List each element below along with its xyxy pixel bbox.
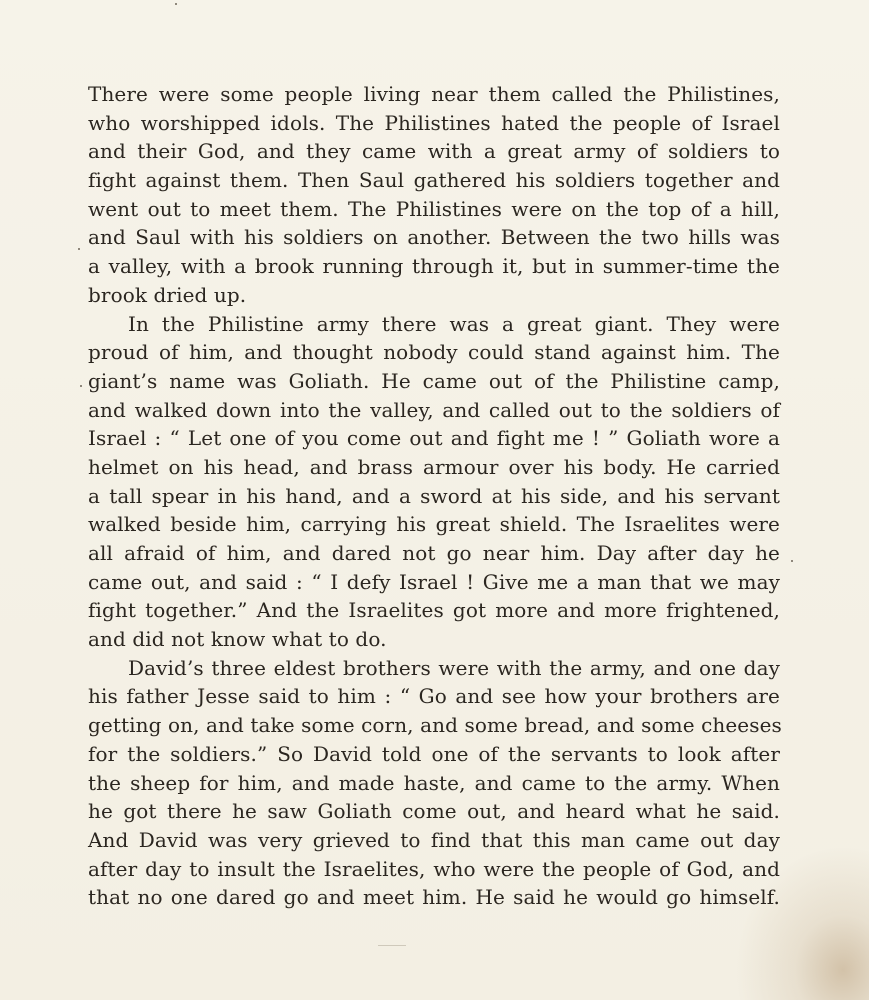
text-line: his father Jesse said to him : “ Go and see how your brothers are bbox=[88, 684, 780, 709]
text-line: giant’s name was Goliath. He came out of the Philistine camp, bbox=[88, 368, 780, 393]
text-line: walked beside him, carrying his great shield. The Israelites were bbox=[88, 512, 780, 537]
text-line: for the soldiers.” So David told one of the servants to look after bbox=[88, 741, 780, 766]
story-text bbox=[88, 80, 780, 912]
text-line: who worshipped idols. The Philistines hated the people of Israel bbox=[88, 110, 780, 135]
text-line: In the Philistine army there was a great giant. They were bbox=[128, 311, 780, 336]
text-line: And David was very grieved to find that this man came out day bbox=[88, 827, 780, 852]
text-line: proud of him, and thought nobody could stand against him. The bbox=[88, 340, 780, 365]
paragraph-1 bbox=[88, 80, 780, 310]
text-line: came out, and said : “ I defy Israel ! Give me a man that we may bbox=[88, 569, 780, 594]
text-line: and walked down into the valley, and called out to the soldiers of bbox=[88, 397, 780, 422]
text-line: David’s three eldest brothers were with the army, and one day bbox=[128, 655, 780, 680]
ink-speck bbox=[80, 385, 82, 387]
paragraph-2 bbox=[88, 310, 780, 654]
text-line: getting on, and take some corn, and some bread, and some cheeses bbox=[88, 713, 782, 738]
ink-speck bbox=[791, 560, 793, 562]
text-line: brook dried up. bbox=[88, 282, 247, 307]
text-line: There were some people living near them called the Philistines, bbox=[88, 82, 780, 106]
text-line: helmet on his head, and brass armour over his body. He carried bbox=[88, 454, 780, 479]
text-line: he got there he saw Goliath come out, and heard what he said. bbox=[88, 799, 780, 824]
text-line: that no one dared go and meet him. He said he would go himself. bbox=[88, 885, 780, 910]
text-line: after day to insult the Israelites, who were the people of God, and bbox=[88, 856, 780, 881]
ink-speck bbox=[175, 3, 177, 5]
ink-speck bbox=[78, 248, 80, 250]
text-line: and their God, and they came with a great army of soldiers to bbox=[88, 139, 780, 164]
text-line: a valley, with a brook running through it, but in summer-time the bbox=[88, 254, 780, 279]
text-line: the sheep for him, and made haste, and came to the army. When bbox=[88, 770, 780, 795]
text-line: Israel : “ Let one of you come out and fight me ! ” Goliath wore a bbox=[88, 426, 780, 451]
text-line: and did not know what to do. bbox=[88, 627, 387, 652]
text-line: all afraid of him, and dared not go near him. Day after day he bbox=[88, 541, 780, 565]
text-line: a tall spear in his hand, and a sword at his side, and his servant bbox=[88, 483, 780, 508]
page-mark bbox=[378, 945, 406, 946]
text-line: went out to meet them. The Philistines were on the top of a hill, bbox=[88, 196, 780, 221]
paragraph-3 bbox=[88, 654, 780, 912]
text-line: fight together.” And the Israelites got more and more frightened, bbox=[88, 598, 780, 623]
text-line: and Saul with his soldiers on another. Between the two hills was bbox=[88, 225, 780, 250]
text-line: fight against them. Then Saul gathered his soldiers together and bbox=[88, 168, 780, 193]
